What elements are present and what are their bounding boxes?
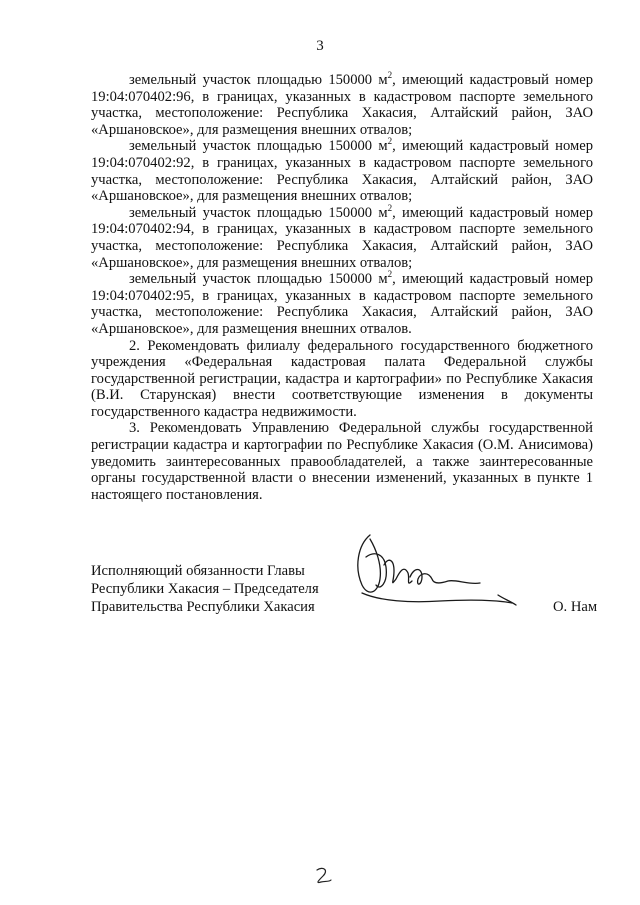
signatory-title — [91, 562, 319, 616]
parcel-item: земельный участок площадью 150000 $м^2$, имеющий кадастровый номер 19:04:070402:92, в границах, указанных в кадастровом паспорте земельного участка, местоположение: Республика Хакасия, Алтайский район, ЗАО «Аршановское», для размещения внешних отвалов; — [91, 136, 593, 205]
signatory-title-line: Исполняющий обязанности Главы — [91, 563, 305, 579]
handwritten-signature — [340, 527, 530, 617]
signatory-title-line: Правительства Республики Хакасия — [91, 599, 315, 615]
handwritten-mark — [309, 864, 339, 888]
parcel-item: земельный участок площадью 150000 $м^2$, имеющий кадастровый номер 19:04:070402:95, в границах, указанных в кадастровом паспорте земельного участка, местоположение: Республика Хакасия, Алтайский район, ЗАО «Аршановское», для размещения внешних отвалов. — [91, 269, 593, 337]
parcel-item: земельный участок площадью 150000 $м^2$, имеющий кадастровый номер 19:04:070402:96, в границах, указанных в кадастровом паспорте земельного участка, местоположение: Республика Хакасия, Алтайский район, ЗАО «Аршановское», для размещения внешних отвалов; — [91, 70, 593, 138]
clause-2: 2. Рекомендовать филиалу федерального государственного бюджетного учреждения «Федеральная кадастровая палата Федеральной службы государственной регистрации, кадастра и картографии» по Республике Хакасия (В.И. Старунская) внести соответствующие изменения в документы государственного кадастра недвижимости. — [91, 337, 593, 420]
signatory-name: О. Нам — [553, 599, 598, 615]
clause-3: 3. Рекомендовать Управлению Федеральной службы государственной регистрации кадастра и картографии по Республике Хакасия (О.М. Анисимова) уведомить заинтересованных правообладателей, а также заинтересованные органы государственной власти о внесении изменений, указанных в пункте 1 настоящего постановления. — [91, 420, 593, 503]
page-number: 3 — [316, 38, 324, 54]
signatory-title-line: Республики Хакасия – Председателя — [91, 581, 319, 597]
parcel-item: земельный участок площадью 150000 $м^2$, имеющий кадастровый номер 19:04:070402:94, в границах, указанных в кадастровом паспорте земельного участка, местоположение: Республика Хакасия, Алтайский район, ЗАО «Аршановское», для размещения внешних отвалов; — [91, 202, 593, 271]
document-body — [91, 72, 593, 503]
